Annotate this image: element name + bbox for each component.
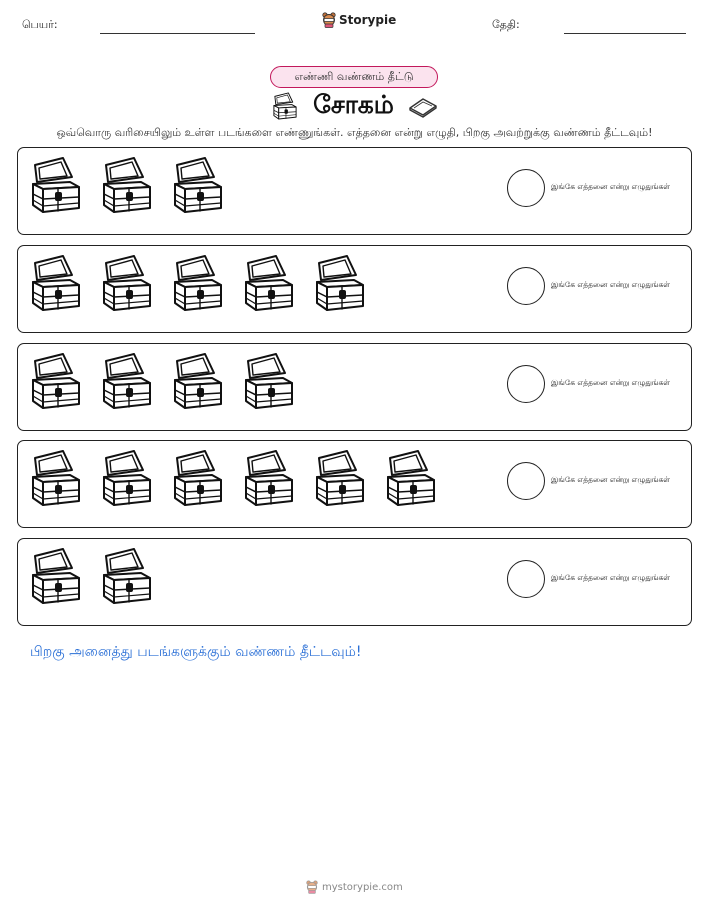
book-icon bbox=[408, 94, 438, 118]
treasure-chest-icon bbox=[30, 547, 82, 605]
answer-circle[interactable] bbox=[507, 267, 545, 305]
treasure-chest-icon bbox=[314, 449, 366, 507]
date-line[interactable] bbox=[564, 33, 686, 34]
count-row-5 bbox=[17, 538, 692, 626]
treasure-chest-icon bbox=[101, 352, 153, 410]
treasure-chest-icon bbox=[172, 156, 224, 214]
chest-group bbox=[30, 352, 295, 410]
brand-logo bbox=[322, 12, 396, 28]
page-title: சோகம் bbox=[313, 89, 394, 119]
treasure-chest-icon bbox=[172, 254, 224, 312]
treasure-chest-icon bbox=[172, 449, 224, 507]
bear-logo-icon bbox=[322, 12, 336, 28]
treasure-chest-icon bbox=[30, 449, 82, 507]
chest-group bbox=[30, 449, 437, 507]
treasure-chest-icon bbox=[385, 449, 437, 507]
treasure-chest-icon bbox=[101, 547, 153, 605]
footer-note: பிறகு அனைத்து படங்களுக்கும் வண்ணம் தீட்டவும்! bbox=[30, 644, 362, 660]
treasure-chest-icon bbox=[101, 449, 153, 507]
title-row bbox=[0, 88, 709, 124]
count-row-4 bbox=[17, 440, 692, 528]
treasure-chest-icon bbox=[271, 92, 299, 120]
treasure-chest-icon bbox=[101, 156, 153, 214]
answer-circle[interactable] bbox=[507, 560, 545, 598]
treasure-chest-icon bbox=[30, 254, 82, 312]
treasure-chest-icon bbox=[243, 449, 295, 507]
treasure-chest-icon bbox=[30, 156, 82, 214]
treasure-chest-icon bbox=[172, 352, 224, 410]
name-label: பெயர்: bbox=[22, 18, 58, 31]
answer-circle[interactable] bbox=[507, 462, 545, 500]
instructions: ஒவ்வொரு வரிசையிலும் உள்ள படங்களை எண்ணுங்கள். எத்தனை என்று எழுதி, பிறகு அவற்றுக்கு வண்ணம் தீட்டவும்! bbox=[56, 126, 653, 139]
answer-circle[interactable] bbox=[507, 169, 545, 207]
count-row-3 bbox=[17, 343, 692, 431]
treasure-chest-icon bbox=[243, 254, 295, 312]
bear-logo-icon bbox=[306, 880, 318, 894]
chest-group bbox=[30, 156, 224, 214]
brand-name: Storypie bbox=[339, 13, 397, 27]
site-url: mystorypie.com bbox=[322, 881, 403, 893]
answer-circle[interactable] bbox=[507, 365, 545, 403]
name-line[interactable] bbox=[100, 33, 255, 34]
site-footer bbox=[306, 880, 403, 894]
treasure-chest-icon bbox=[314, 254, 366, 312]
answer-hint: இங்கே எத்தனை என்று எழுதுங்கள் bbox=[551, 378, 671, 387]
date-label: தேதி: bbox=[492, 18, 520, 31]
worksheet-badge: எண்ணி வண்ணம் தீட்டு bbox=[270, 66, 438, 88]
answer-hint: இங்கே எத்தனை என்று எழுதுங்கள் bbox=[551, 280, 671, 289]
answer-hint: இங்கே எத்தனை என்று எழுதுங்கள் bbox=[551, 573, 671, 582]
chest-group bbox=[30, 254, 366, 312]
count-row-2 bbox=[17, 245, 692, 333]
chest-group bbox=[30, 547, 153, 605]
answer-hint: இங்கே எத்தனை என்று எழுதுங்கள் bbox=[551, 475, 671, 484]
answer-hint: இங்கே எத்தனை என்று எழுதுங்கள் bbox=[551, 182, 671, 191]
treasure-chest-icon bbox=[243, 352, 295, 410]
treasure-chest-icon bbox=[30, 352, 82, 410]
count-row-1 bbox=[17, 147, 692, 235]
treasure-chest-icon bbox=[101, 254, 153, 312]
